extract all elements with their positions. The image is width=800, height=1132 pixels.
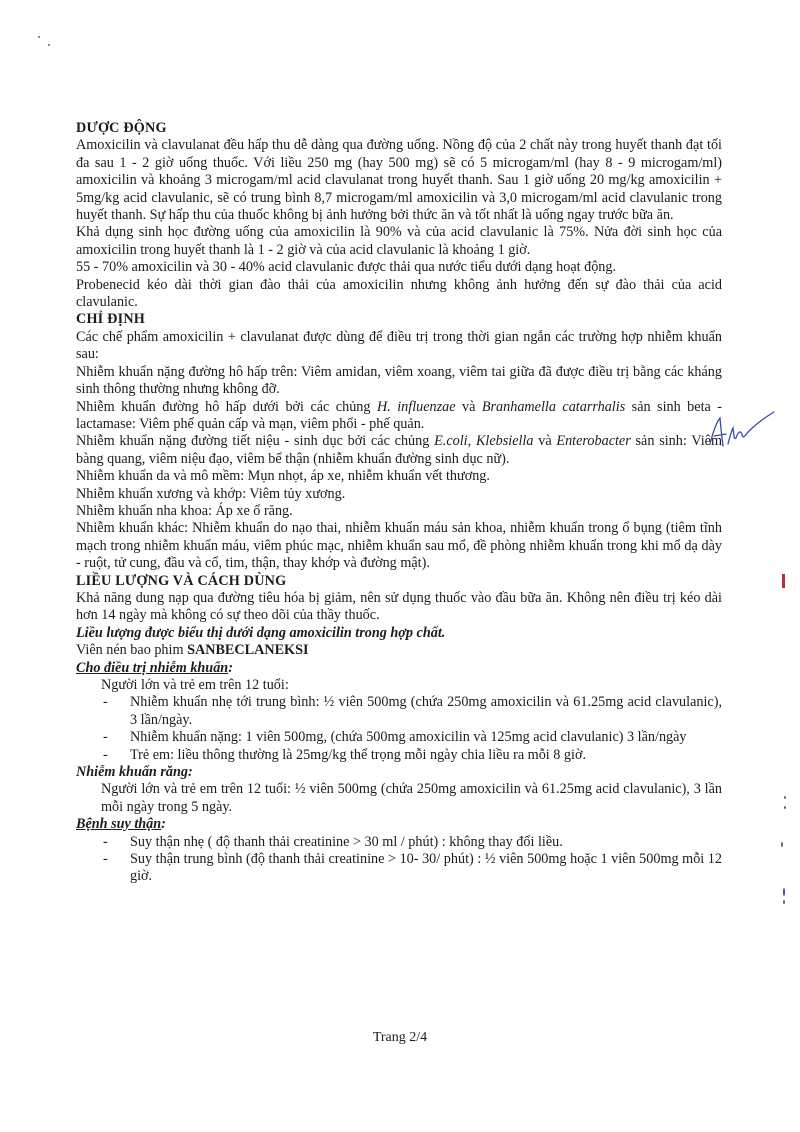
section-title-chi-dinh: CHỈ ĐỊNH <box>76 311 145 328</box>
margin-speck <box>38 36 40 38</box>
product-name: SANBECLANEKSI <box>187 642 309 659</box>
list-item: - Suy thận nhẹ ( độ thanh thải creatinine > 30 ml / phút) : không thay đổi liều. <box>103 833 563 850</box>
margin-speck <box>784 796 786 799</box>
section-title-duoc-dong: DƯỢC ĐỘNG <box>76 120 167 136</box>
renal-subtitle: Bệnh suy thận: <box>76 816 166 833</box>
margin-speck <box>781 842 783 847</box>
chi-dinh-intro: Các chế phẩm amoxicilin + clavulanat được dùng để điều trị trong thời gian ngắn các trường hợp nhiễm khuẩn sau: <box>76 328 722 363</box>
indication-dental: Nhiễm khuẩn nha khoa: Áp xe ổ răng. <box>76 502 293 519</box>
handwritten-signature <box>706 408 776 452</box>
duoc-dong-paragraph-3: 55 - 70% amoxicilin và 30 - 40% acid clavulanic được thải qua nước tiểu dưới dạng hoạt động. <box>76 259 617 276</box>
list-item: - Nhiễm khuẩn nặng: 1 viên 500mg, (chứa 500mg amoxicilin và 125mg acid clavulanic) 3 lần/ngày <box>103 729 687 746</box>
duoc-dong-paragraph-1: Amoxicilin và clavulanat đều hấp thu dễ dàng qua đường uống. Nồng độ của 2 chất này trong huyết thanh đạt tối đa sau 1 - 2 giờ uống thuốc. Với liều 250 mg (hay 500 mg) sẽ có 5 microgam/ml (hay 8 - 9 microgam/ml) amoxicilin và khoảng 3 microgam/ml acid clavulanat trong huyết thanh. Sau 1 giờ uống 20 mg/kg amoxicilin + 5mg/kg acid clavulanic, sẽ có trung bình 8,7 microgam/ml amoxicilin và 3,0 microgam/ml acid clavulanic trong huyết thanh. Sự hấp thu của thuốc không bị ảnh hưởng bởi thức ăn và tốt nhất là uống ngay trước bữa ăn. <box>76 137 722 224</box>
dose-list <box>76 694 722 764</box>
indication-other: Nhiễm khuẩn khác: Nhiễm khuẩn do nạo thai, nhiễm khuẩn máu sản khoa, nhiễm khuẩn trong ổ bụng (tiêm tĩnh mạch trong nhiễm khuẩn máu, viêm phúc mạc, nhiễm khuẩn sau mổ, đề phòng nhiễm khuẩn trong khi mổ dạ dày - ruột, tử cung, đầu và cổ, tim, thận, thay khớp và đường mật). <box>76 520 722 572</box>
dosage-intro: Khả năng dung nạp qua đường tiêu hóa bị giảm, nên sử dụng thuốc vào đầu bữa ăn. Không nên điều trị kéo dài hơn 14 ngày mà không có sự theo dõi của thầy thuốc. <box>76 589 722 624</box>
indication-lower-respiratory: Nhiễm khuẩn đường hô hấp dưới bởi các chủng H. influenzae và Branhamella catarrhalis sản sinh beta - lactamase: Viêm phế quản cấp và mạn, viêm phổi - phế quản. <box>76 398 722 432</box>
renal-dose-list <box>76 834 722 886</box>
margin-speck <box>783 888 785 896</box>
indication-bone-joint: Nhiễm khuẩn xương và khớp: Viêm tủy xương. <box>76 485 346 502</box>
margin-speck <box>48 44 50 46</box>
list-item: - Nhiễm khuẩn nhẹ tới trung bình: ½ viên 500mg (chứa 250mg amoxicilin và 61.25mg acid clavulanic), 3 lần/ngày. <box>103 694 722 728</box>
adult-dose-heading: Người lớn và trẻ em trên 12 tuổi: <box>101 677 289 693</box>
document-body <box>76 120 722 886</box>
dosage-note: Liều lượng được biểu thị dưới dạng amoxicilin trong hợp chất. <box>76 624 446 641</box>
list-item: - Suy thận trung bình (độ thanh thải creatinine > 10- 30/ phút) : ½ viên 500mg hoặc 1 viên 500mg mỗi 12 giờ. <box>103 851 722 885</box>
duoc-dong-paragraph-2: Khả dụng sinh học đường uống của amoxicilin là 90% và của acid clavulanic là 75%. Nửa đời sinh học của amoxicilin trong huyết thanh là 1 - 2 giờ và của acid clavulanic là khoảng 1 giờ. <box>76 224 722 258</box>
list-item: - Trẻ em: liều thông thường là 25mg/kg thể trọng mỗi ngày chia liều ra mỗi 8 giờ. <box>103 746 587 763</box>
product-line: Viên nén bao phim SANBECLANEKSI <box>76 642 309 659</box>
dental-subtitle: Nhiễm khuẩn răng: <box>76 764 193 781</box>
duoc-dong-paragraph-4: Probenecid kéo dài thời gian đào thải của amoxicilin nhưng không ảnh hưởng đến sự đào thải của acid clavulanic. <box>76 276 722 311</box>
dental-dose: Người lớn và trẻ em trên 12 tuổi: ½ viên 500mg (chứa 250mg amoxicilin và 61.25mg acid clavulanic), 3 lần mỗi ngày trong 5 ngày. <box>101 781 722 815</box>
indication-urogenital: Nhiễm khuẩn nặng đường tiết niệu - sinh dục bởi các chủng E.coli, Klebsiella và Enterobacter sản sinh: Viêm bàng quang, viêm niệu đạo, viêm bể thận (nhiễm khuẩn đường sinh dục nữ). <box>76 433 722 467</box>
treatment-subtitle: Cho điều trị nhiễm khuẩn: <box>76 659 233 676</box>
margin-speck <box>784 806 786 809</box>
section-title-lieu-luong: LIỀU LƯỢNG VÀ CÁCH DÙNG <box>76 572 287 589</box>
indication-upper-respiratory: Nhiễm khuẩn nặng đường hô hấp trên: Viêm amidan, viêm xoang, viêm tai giữa đã được điều trị bằng các kháng sinh thông thường nhưng không đỡ. <box>76 363 722 398</box>
indication-skin-soft-tissue: Nhiễm khuẩn da và mô mềm: Mụn nhọt, áp xe, nhiễm khuẩn vết thương. <box>76 468 490 485</box>
margin-speck <box>783 900 785 904</box>
page-number: Trang 2/4 <box>372 1030 428 1045</box>
margin-red-mark <box>782 574 785 588</box>
